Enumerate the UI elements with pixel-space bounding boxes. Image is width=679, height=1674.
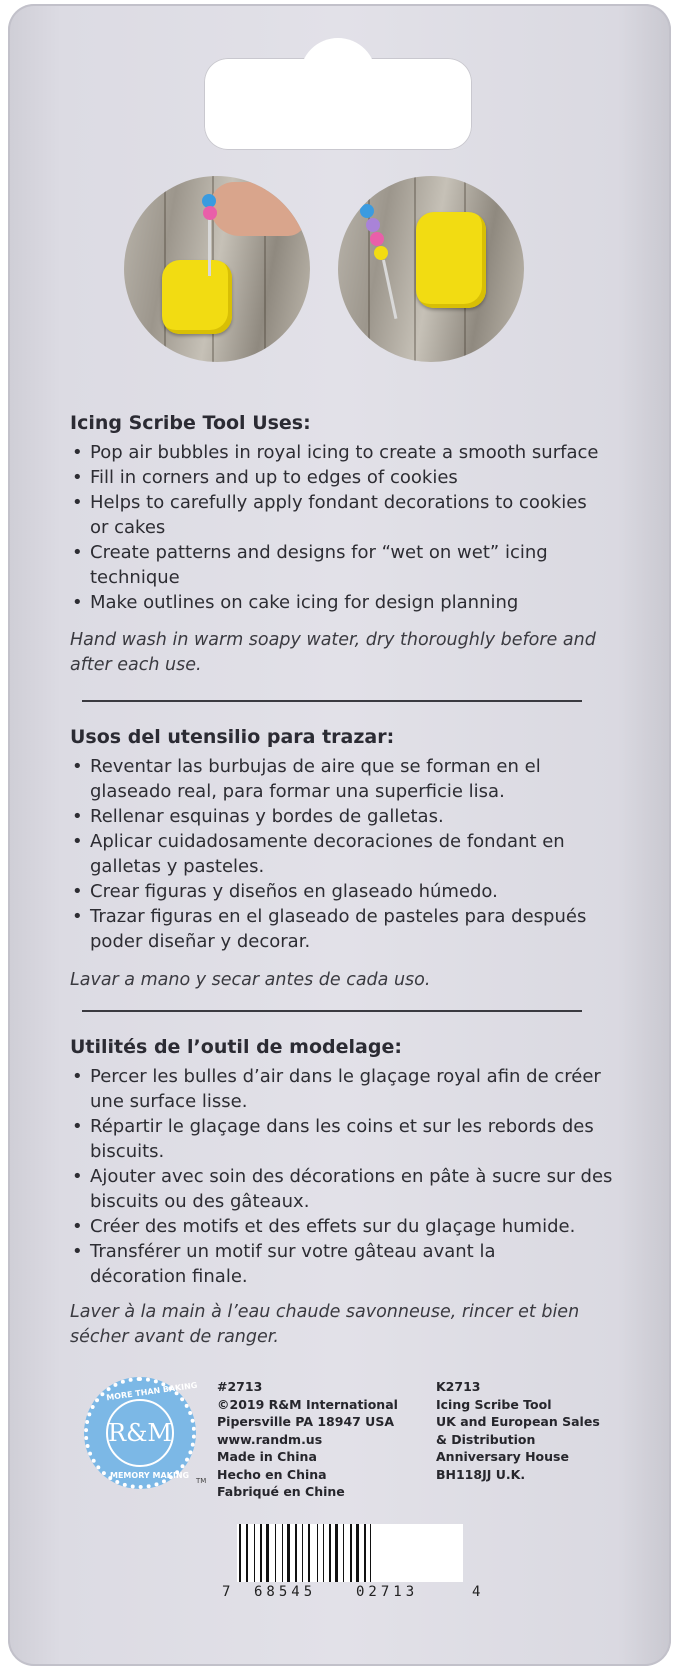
company-info bbox=[217, 1378, 398, 1501]
list-item: • Make outlines on cake icing for design planning bbox=[72, 590, 632, 615]
uses-list-fr bbox=[72, 1064, 632, 1289]
logo-monogram: R&M bbox=[106, 1399, 174, 1467]
heading-en: Icing Scribe Tool Uses: bbox=[70, 412, 311, 434]
list-item: • Répartir le glaçage dans les coins et sur les rebords des biscuits. bbox=[72, 1114, 610, 1164]
product-photo-cookie bbox=[338, 176, 524, 362]
barcode-bar bbox=[323, 1524, 324, 1582]
care-en: Hand wash in warm soapy water, dry thoroughly before and after each use. bbox=[70, 630, 596, 675]
list-item: • Create patterns and designs for “wet on wet” icing technique bbox=[72, 540, 550, 590]
list-item: • Fill in corners and up to edges of cookies bbox=[72, 465, 632, 490]
barcode-bar bbox=[282, 1524, 283, 1582]
uses-list-en bbox=[72, 440, 632, 615]
eu-line: & Distribution bbox=[436, 1431, 536, 1447]
barcode-bar bbox=[254, 1524, 255, 1582]
company-line: Hecho en China bbox=[217, 1466, 327, 1482]
barcode-bar bbox=[266, 1524, 269, 1582]
list-item: • Créer des motifs et des effets sur du glaçage humide. bbox=[72, 1214, 632, 1239]
logo-ring-top: MORE THAN BAKING bbox=[105, 1380, 198, 1403]
list-item: • Trazar figuras en el glaseado de pasteles para después poder diseñar y decorar. bbox=[72, 904, 612, 954]
barcode-bar bbox=[295, 1524, 297, 1582]
list-item: • Pop air bubbles in royal icing to create a smooth surface bbox=[72, 440, 632, 465]
barcode-bar bbox=[246, 1524, 248, 1582]
list-item: • Reventar las burbujas de aire que se forman en el glaseado real, para formar una superficie lisa. bbox=[72, 754, 570, 804]
list-item: • Rellenar esquinas y bordes de galletas. bbox=[72, 804, 612, 829]
list-item: • Ajouter avec soin des décorations en pâte à sucre sur des biscuits ou des gâteaux. bbox=[72, 1164, 620, 1214]
care-es: Lavar a mano y secar antes de cada uso. bbox=[70, 970, 431, 990]
barcode-bar bbox=[329, 1524, 331, 1582]
upc-barcode bbox=[237, 1524, 463, 1582]
eu-line: Anniversary House bbox=[436, 1449, 569, 1464]
barcode-bar bbox=[239, 1524, 241, 1582]
eu-line: Icing Scribe Tool bbox=[436, 1396, 552, 1412]
eu-line: UK and European Sales bbox=[436, 1414, 600, 1429]
barcode-bar bbox=[302, 1524, 303, 1582]
cookie-shape bbox=[162, 260, 232, 334]
upc-lead-digit: 7 bbox=[222, 1584, 231, 1600]
barcode-bar bbox=[317, 1524, 318, 1582]
heading-es: Usos del utensilio para trazar: bbox=[70, 726, 395, 748]
barcode-bar bbox=[335, 1524, 338, 1582]
randm-logo bbox=[84, 1377, 196, 1489]
logo-ring-bottom: MEMORY MAKING bbox=[110, 1471, 190, 1480]
heading-fr: Utilités de l’outil de modelage: bbox=[70, 1036, 402, 1058]
barcode-bar bbox=[287, 1524, 290, 1582]
list-item: • Transférer un motif sur votre gâteau avant la décoration finale. bbox=[72, 1239, 560, 1289]
list-item: • Aplicar cuidadosamente decoraciones de fondant en galletas y pasteles. bbox=[72, 829, 612, 879]
company-line: #2713 bbox=[217, 1379, 263, 1394]
hang-tab-hole bbox=[204, 58, 472, 150]
barcode-bar bbox=[260, 1524, 262, 1582]
scribe-tool-rod bbox=[382, 260, 397, 319]
uses-list-es bbox=[72, 754, 612, 954]
barcode-bar bbox=[343, 1524, 344, 1582]
divider bbox=[82, 700, 582, 702]
list-item: • Percer les bulles d’air dans le glaçage royal afin de créer une surface lisse. bbox=[72, 1064, 632, 1114]
barcode-bar bbox=[364, 1524, 366, 1582]
eu-distribution-info bbox=[436, 1378, 600, 1483]
company-line: ©2019 R&M International bbox=[217, 1396, 398, 1412]
upc-check-digit: 4 bbox=[472, 1584, 481, 1600]
divider bbox=[82, 1010, 582, 1012]
barcode-bar bbox=[350, 1524, 352, 1582]
hand-shape bbox=[210, 182, 306, 236]
product-photo-hand bbox=[124, 176, 310, 362]
eu-line: BH118JJ U.K. bbox=[436, 1466, 526, 1482]
barcode-bar bbox=[275, 1524, 276, 1582]
list-item: • Helps to carefully apply fondant decorations to cookies or cakes bbox=[72, 490, 590, 540]
scribe-tool-rod bbox=[208, 216, 211, 276]
barcode-bar bbox=[308, 1524, 310, 1582]
trademark-mark: TM bbox=[196, 1477, 207, 1485]
upc-right-digits: 02713 bbox=[356, 1584, 419, 1600]
company-line: www.randm.us bbox=[217, 1431, 323, 1447]
upc-left-digits: 68545 bbox=[254, 1584, 317, 1600]
barcode-bar bbox=[370, 1524, 371, 1582]
company-line: Made in China bbox=[217, 1449, 317, 1464]
barcode-bar bbox=[356, 1524, 359, 1582]
company-line: Fabriqué en Chine bbox=[217, 1484, 345, 1499]
list-item: • Crear figuras y diseños en glaseado húmedo. bbox=[72, 879, 612, 904]
eu-line: K2713 bbox=[436, 1379, 481, 1394]
care-fr: Laver à la main à l’eau chaude savonneuse, rincer et bien sécher avant de ranger. bbox=[70, 1302, 580, 1347]
cookie-shape bbox=[416, 212, 486, 308]
company-line: Pipersville PA 18947 USA bbox=[217, 1414, 395, 1429]
